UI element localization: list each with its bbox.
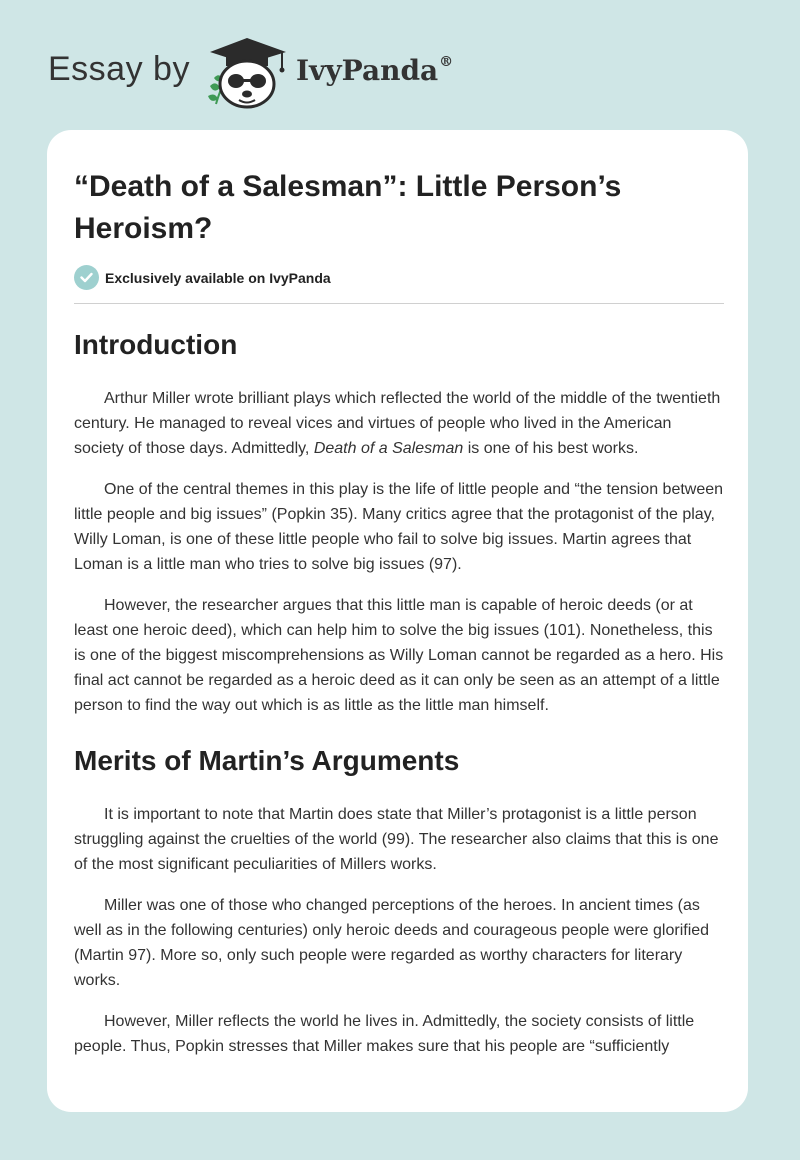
site-header — [48, 34, 508, 114]
exclusive-badge — [74, 265, 724, 290]
panda-logo-icon[interactable] — [204, 34, 290, 110]
paragraph: However, the researcher argues that this little man is capable of heroic deeds (or at least one heroic deed), which can help him to solve the big issues (101). Nonetheless, this is one of the biggest miscomprehensions as Willy Loman cannot be regarded as a hero. His final act cannot be regarded as a heroic deed as it can only be seen as an attempt of a little person to find the way out which is as little as the little man himself. — [74, 597, 724, 714]
paragraph: Miller was one of those who changed perceptions of the heroes. In ancient times (as well as in the following centuries) only heroic deeds and courageous people were glorified (Martin 97). More so, only such people were regarded as worthy characters for literary works. — [74, 897, 710, 989]
essay-content — [74, 166, 724, 1059]
paragraph: One of the central themes in this play is the life of little people and “the tension between little people and big issues” (Popkin 35). Many critics agree that the protagonist of the play, Willy Loman, is one of these little people who fail to solve big issues. Martin agrees that Loman is a little man who tries to solve big issues (97). — [74, 481, 724, 573]
essay-by-label: Essay by — [48, 50, 190, 88]
paragraph: It is important to note that Martin does state that Miller’s protagonist is a little person struggling against the cruelties of the world (99). The researcher also claims that this is one of the most significant peculiarities of Millers works. — [74, 806, 719, 873]
section-introduction — [74, 328, 724, 718]
paragraph: However, Miller reflects the world he lives in. Admittedly, the society consists of little people. Thus, Popkin stresses that Miller makes sure that his people are “sufficiently — [74, 1013, 695, 1055]
essay-title: “Death of a Salesman”: Little Person’s Heroism? — [74, 170, 622, 245]
section-heading: Merits of Martin’s Arguments — [74, 745, 460, 776]
section-merits — [74, 744, 724, 1059]
brand-name[interactable] — [296, 54, 453, 87]
play-title-italic: Death of a Salesman — [313, 440, 464, 457]
paragraph: Arthur Miller wrote brilliant plays which reflected the world of the middle of the twentieth century. He managed to reveal vices and virtues of people who lived in the American society of those days. Admittedly, Death of a Salesman is one of his best works. — [74, 390, 721, 457]
registered-mark: ® — [439, 54, 454, 70]
section-heading: Introduction — [74, 329, 238, 360]
divider — [74, 303, 724, 304]
brand-text: IvyPanda — [296, 54, 439, 87]
essay-card — [47, 130, 748, 1112]
check-icon — [74, 265, 99, 290]
exclusive-text: Exclusively available on IvyPanda — [105, 269, 331, 286]
